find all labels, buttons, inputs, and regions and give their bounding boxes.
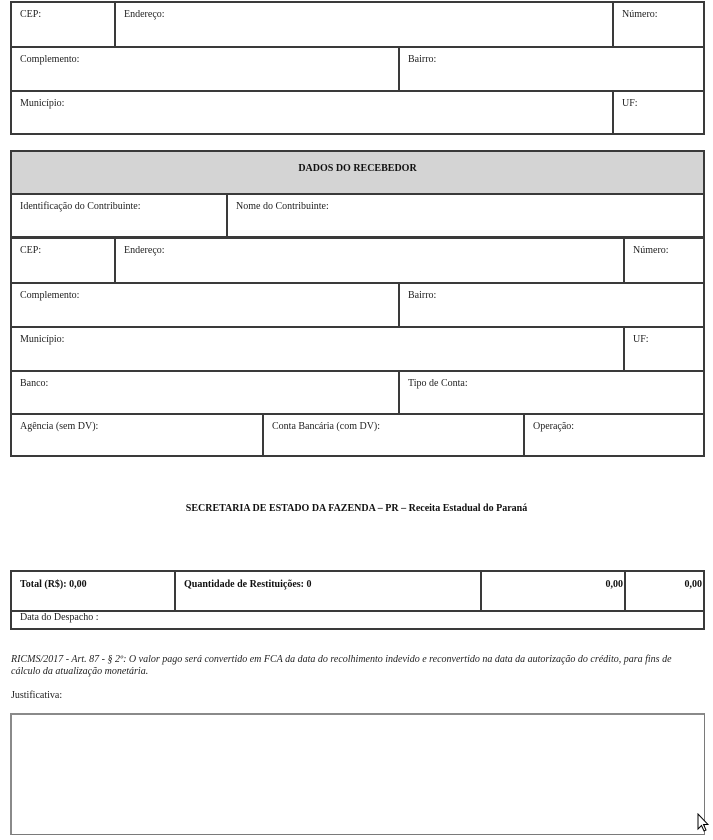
- pagador-complemento-cell[interactable]: [12, 48, 398, 90]
- quantidade-label: Quantidade de Restituições: 0: [184, 579, 312, 590]
- bairro-label: Bairro:: [408, 54, 437, 65]
- value-1-cell: [482, 572, 624, 610]
- numero-label: Número:: [622, 9, 658, 20]
- recebedor-municipio-cell[interactable]: [12, 328, 623, 370]
- pagador-cep-cell[interactable]: [12, 3, 114, 47]
- bairro-label: Bairro:: [408, 290, 437, 301]
- pagador-municipio-cell[interactable]: [12, 92, 612, 133]
- justificativa-textarea[interactable]: [10, 713, 705, 835]
- recebedor-complemento-cell[interactable]: [12, 284, 398, 326]
- recebedor-bairro-cell[interactable]: [400, 284, 703, 326]
- value-1: 0,00: [605, 579, 623, 590]
- quantidade-cell: [176, 572, 480, 610]
- recebedor-endereco-cell[interactable]: [116, 239, 623, 282]
- endereco-label: Endereço:: [124, 9, 165, 20]
- uf-label: UF:: [622, 98, 638, 109]
- agencia-cell[interactable]: [12, 415, 262, 455]
- tipo-conta-cell[interactable]: [400, 372, 703, 414]
- recebedor-numero-cell[interactable]: [625, 239, 703, 282]
- recebedor-address-table: [10, 237, 705, 457]
- cep-label: CEP:: [20, 245, 42, 256]
- total-cell: [12, 572, 174, 610]
- pagador-bairro-cell[interactable]: [400, 48, 703, 90]
- justificativa-label: Justificativa:: [11, 690, 63, 701]
- recebedor-header-table: [10, 150, 705, 238]
- recebedor-cep-cell[interactable]: [12, 239, 114, 282]
- agencia-label: Agência (sem DV):: [20, 421, 99, 432]
- banco-label: Banco:: [20, 378, 49, 389]
- municipio-label: Município:: [20, 98, 65, 109]
- total-label: Total (R$): 0,00: [20, 579, 87, 590]
- municipio-label: Município:: [20, 334, 65, 345]
- value-2: 0,00: [684, 579, 702, 590]
- conta-bancaria-cell[interactable]: [264, 415, 523, 455]
- tipo-conta-label: Tipo de Conta:: [408, 378, 468, 389]
- complemento-label: Complemento:: [20, 290, 80, 301]
- pagador-address-table: [10, 1, 705, 135]
- operacao-cell[interactable]: [525, 415, 703, 455]
- mouse-pointer-icon: [697, 813, 709, 833]
- recebedor-section-header: [12, 152, 703, 193]
- endereco-label: Endereço:: [124, 245, 165, 256]
- complemento-label: Complemento:: [20, 54, 80, 65]
- agency-title: SECRETARIA DE ESTADO DA FAZENDA – PR – Receita Estadual do Paraná: [185, 503, 528, 514]
- data-despacho-cell: [12, 612, 703, 628]
- summary-table: [10, 570, 705, 630]
- identificacao-contribuinte-cell[interactable]: [12, 195, 226, 236]
- recebedor-section-title: DADOS DO RECEBEDOR: [298, 163, 417, 174]
- pagador-endereco-cell[interactable]: [116, 3, 613, 47]
- nome-contribuinte-cell[interactable]: [228, 195, 703, 236]
- identificacao-label: Identificação do Contribuinte:: [20, 201, 141, 212]
- banco-cell[interactable]: [12, 372, 398, 414]
- value-2-cell: [626, 572, 703, 610]
- cep-label: CEP:: [20, 9, 42, 20]
- nome-label: Nome do Contribuinte:: [236, 201, 329, 212]
- numero-label: Número:: [633, 245, 669, 256]
- operacao-label: Operação:: [533, 421, 575, 432]
- recebedor-uf-cell[interactable]: [625, 328, 703, 370]
- uf-label: UF:: [633, 334, 649, 345]
- pagador-uf-cell[interactable]: [614, 92, 703, 133]
- pagador-numero-cell[interactable]: [614, 3, 703, 47]
- data-despacho-label: Data do Despacho :: [20, 612, 99, 623]
- conta-label: Conta Bancária (com DV):: [272, 421, 381, 432]
- legal-note: RICMS/2017 - Art. 87 - § 2º: O valor pago será convertido em FCA da data do recolhimento indevido e reconvertido na data da autorização do crédito, para fins de cálculo da atualização monetária.: [11, 654, 672, 677]
